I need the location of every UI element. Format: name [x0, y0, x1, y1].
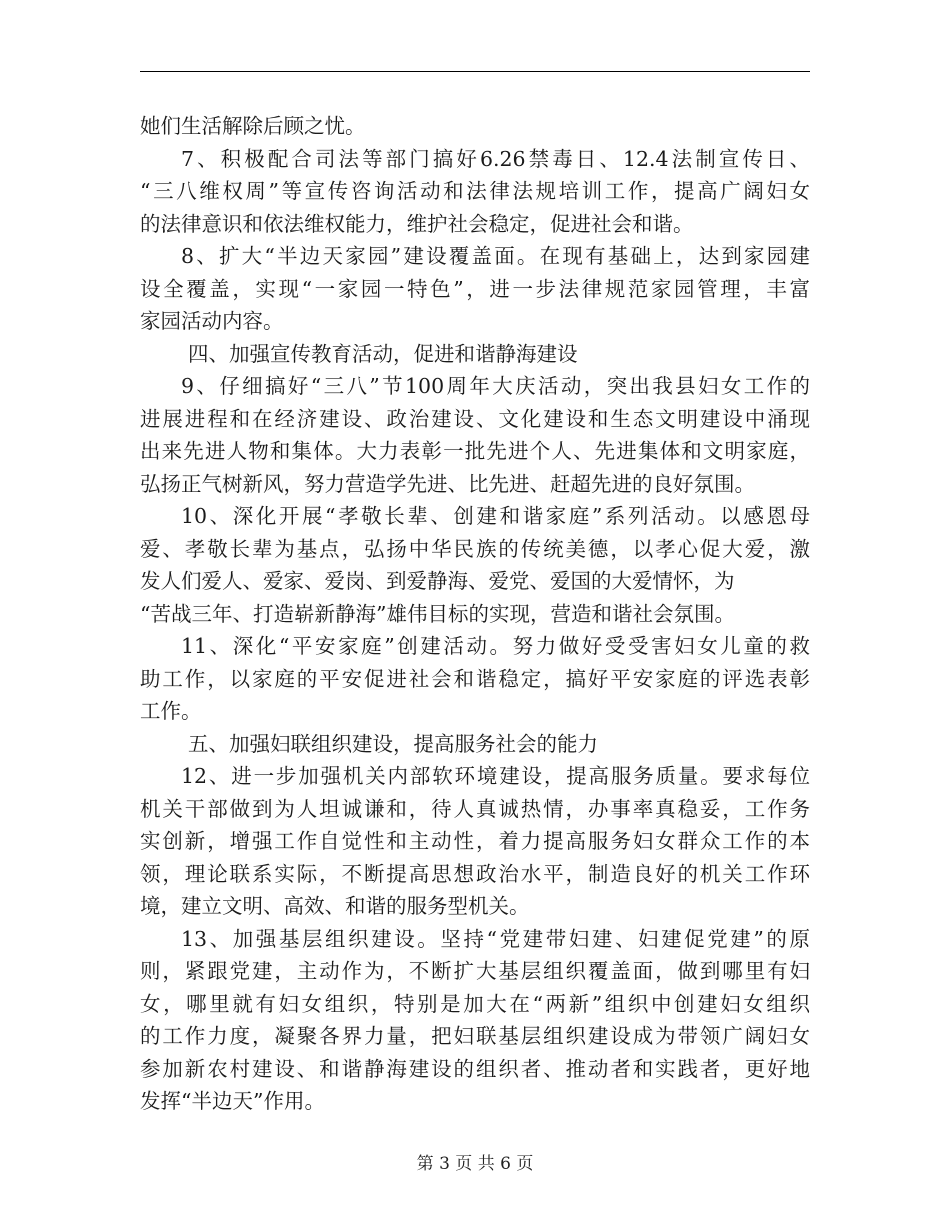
- page-number: 第 3 页 共 6 页: [416, 1154, 534, 1174]
- paragraph-line: “三八维权周”等宣传咨询活动和法律法规培训工作，提高广阔妇女: [140, 179, 810, 203]
- paragraph-line: 的工作力度，凝聚各界力量，把妇联基层组织建设成为带领广阔妇女: [140, 1024, 810, 1048]
- paragraph-line: 设全覆盖，实现“一家园一特色”，进一步法律规范家园管理，丰富: [140, 276, 810, 301]
- paragraph-line: 10、深化开展“孝敬长辈、创建和谐家庭”系列活动。以感恩母: [181, 504, 810, 528]
- paragraph-line: 进展进程和在经济建设、政治建设、文化建设和生态文明建设中涌现: [140, 406, 810, 431]
- page-body: [140, 110, 810, 1118]
- paragraph-line: 12、进一步加强机关内部软环境建设，提高服务质量。要求每位: [181, 764, 810, 788]
- paragraph-line: 境，建立文明、高效、和谐的服务型机关。: [140, 894, 530, 918]
- paragraph-line: 出来先进人物和集体。大力表彰一批先进个人、先进集体和文明家庭，: [140, 439, 810, 463]
- paragraph-line: 的法律意识和依法维权能力，维护社会稳定，促进社会和谐。: [140, 211, 694, 236]
- paragraph-line: 发人们爱人、爱家、爱岗、到爱静海、爱党、爱国的大爱情怀，为: [140, 569, 735, 593]
- paragraph-line: 发挥“半边天”作用。: [140, 1089, 325, 1113]
- paragraph-line: 实创新，增强工作自觉性和主动性，着力提高服务妇女群众工作的本: [140, 829, 810, 853]
- paragraph-line: 工作。: [140, 699, 202, 723]
- paragraph-line: 8、扩大“半边天家园”建设覆盖面。在现有基础上，达到家园建: [181, 244, 810, 268]
- paragraph-line: 9、仔细搞好“三八”节100周年大庆活动，突出我县妇女工作的: [181, 374, 810, 398]
- paragraph-line: 11、深化“平安家庭”创建活动。努力做好受受害妇女儿童的救: [181, 634, 810, 658]
- paragraph-line: 领，理论联系实际，不断提高思想政治水平，制造良好的机关工作环: [140, 861, 810, 886]
- paragraph-line: 爱、孝敬长辈为基点，弘扬中华民族的传统美德，以孝心促大爱，激: [140, 536, 810, 561]
- paragraph-line: 7、积极配合司法等部门搞好6.26禁毒日、12.4法制宣传日、: [181, 146, 810, 171]
- paragraph-line: 她们生活解除后顾之忧。: [140, 114, 366, 138]
- paragraph-line: “苦战三年、打造崭新静海”雄伟目标的实现，营造和谐社会氛围。: [140, 601, 735, 626]
- paragraph-line: 弘扬正气树新风，努力营造学先进、比先进、赶超先进的良好氛围。: [140, 471, 755, 496]
- paragraph-line: 13、加强基层组织建设。坚持“党建带妇建、妇建促党建”的原: [181, 926, 810, 951]
- section-heading: 四、加强宣传教育活动，促进和谐静海建设: [188, 341, 578, 366]
- paragraph-line: 助工作，以家庭的平安促进社会和谐稳定，搞好平安家庭的评选表彰: [140, 666, 810, 691]
- paragraph-line: 机关干部做到为人坦诚谦和，待人真诚热情，办事率真稳妥，工作务: [140, 796, 810, 821]
- section-heading: 五、加强妇联组织建设，提高服务社会的能力: [188, 731, 598, 756]
- paragraph-line: 女，哪里就有妇女组织，特别是加大在“两新”组织中创建妇女组织: [140, 991, 810, 1016]
- header-rule: [140, 71, 810, 72]
- paragraph-line: 家园活动内容。: [140, 309, 284, 333]
- paragraph-line: 参加新农村建设、和谐静海建设的组织者、推动者和实践者，更好地: [140, 1056, 810, 1081]
- paragraph-line: 则，紧跟党建，主动作为，不断扩大基层组织覆盖面，做到哪里有妇: [140, 959, 810, 983]
